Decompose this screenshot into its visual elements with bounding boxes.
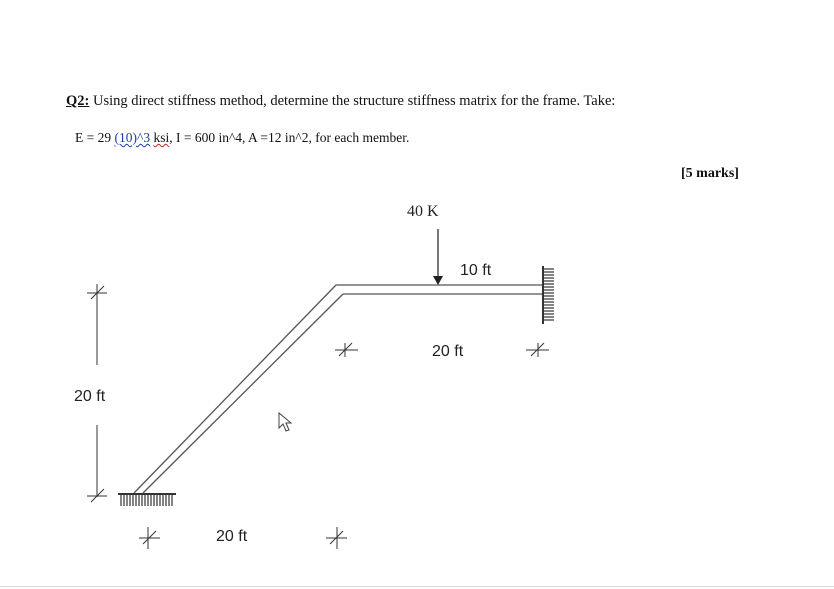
right-fixed-support (543, 266, 554, 324)
base-offset-label: 20 ft (216, 528, 248, 545)
load-label: 40 K (407, 203, 439, 220)
horizontal-beam (336, 285, 543, 294)
beam-span-label: 20 ft (432, 343, 464, 360)
mouse-cursor-icon (279, 413, 291, 431)
base-fixed-support (118, 494, 176, 506)
elastic-modulus-exponent: (10)^3 (114, 130, 151, 145)
question-text: Using direct stiffness method, determine the structure stiffness matrix for the frame. Take: (89, 93, 616, 109)
section-properties-text: , I = 600 in^4, A =12 in^2, for each member. (169, 130, 410, 145)
elastic-modulus-prefix: E = 29 (75, 130, 115, 145)
inclined-member (134, 285, 343, 493)
question-number: Q2: (66, 93, 90, 109)
load-offset-label: 10 ft (460, 262, 492, 279)
elastic-modulus-unit: ksi (153, 130, 170, 145)
page-bottom-divider (0, 586, 834, 587)
point-load-arrow (433, 229, 443, 285)
column-height-label: 20 ft (74, 388, 106, 405)
marks-label: [5 marks] (681, 166, 739, 181)
